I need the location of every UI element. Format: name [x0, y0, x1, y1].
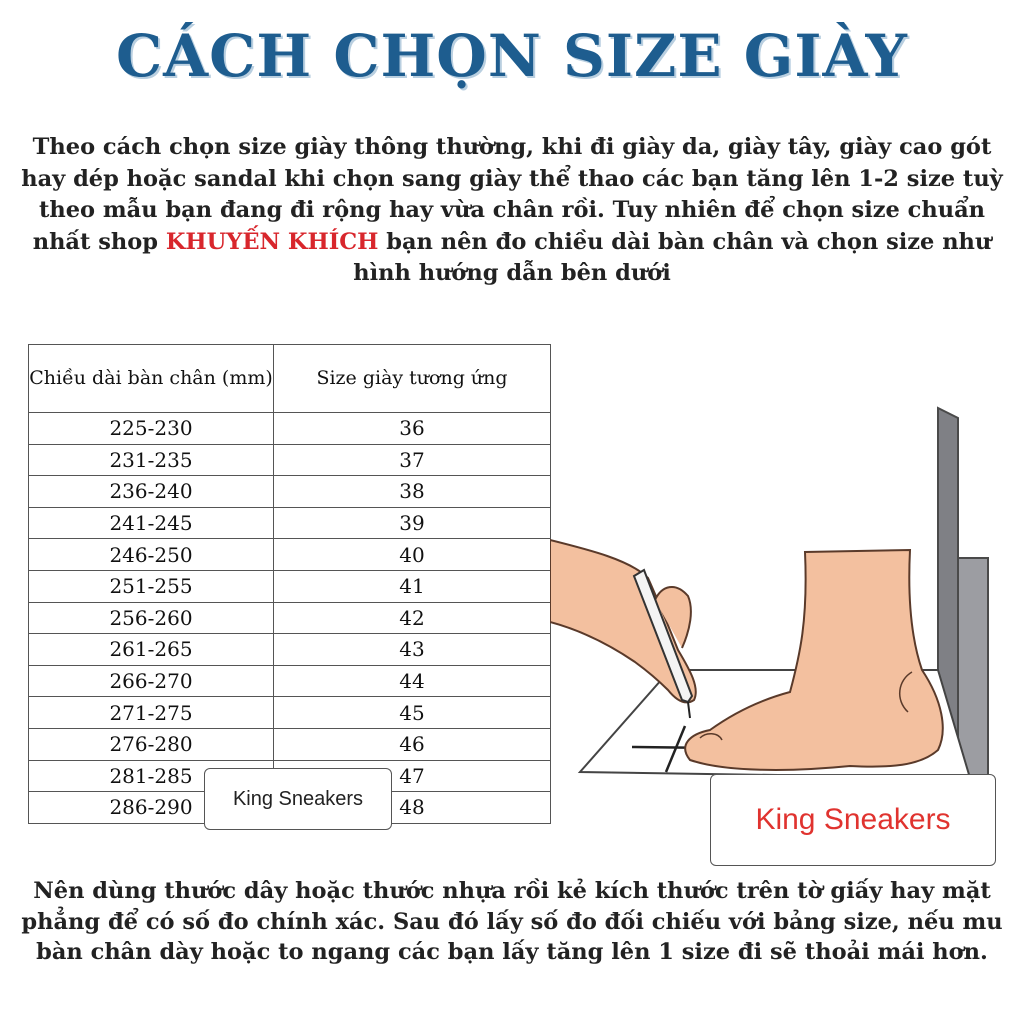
table-row: [29, 539, 551, 571]
shoe-size-cell: 44: [274, 665, 551, 697]
intro-paragraph: [20, 132, 1004, 290]
header-shoe-size: Size giày tương ứng: [274, 345, 551, 413]
wall-front: [958, 558, 988, 780]
shoe-size-cell: 47: [274, 760, 551, 792]
shoe-size-cell: 43: [274, 634, 551, 666]
shoe-size-cell: 48: [274, 792, 551, 824]
table-row: [29, 413, 551, 445]
table-row: [29, 665, 551, 697]
foot-length-cell: 276-280: [29, 728, 274, 760]
shoe-size-cell: 36: [274, 413, 551, 445]
foot-length-cell: 246-250: [29, 539, 274, 571]
table-row: [29, 634, 551, 666]
size-table: [28, 344, 551, 824]
shoe-size-cell: 45: [274, 697, 551, 729]
foot-icon: [685, 550, 943, 770]
foot-length-cell: 225-230: [29, 413, 274, 445]
foot-length-cell: 281-285: [29, 760, 274, 792]
foot-length-cell: 241-245: [29, 507, 274, 539]
foot-measuring-illustration: [550, 400, 1024, 790]
intro-text-before: Theo cách chọn size giày thông thường, khi đi giày da, giày tây, giày cao gót hay dép hoặc sandal khi chọn sang giày thể thao các bạn tăng lên 1-2 size tuỳ theo mẫu bạn đang đi rộng hay vừa chân rồi. Tuy nhiên để chọn size chuẩn nhất shop: [21, 134, 1003, 255]
header-foot-length: Chiều dài bàn chân (mm): [29, 345, 274, 413]
intro-highlight: KHUYẾN KHÍCH: [165, 228, 379, 255]
shoe-size-cell: 40: [274, 539, 551, 571]
shoe-size-cell: 41: [274, 570, 551, 602]
table-row: [29, 728, 551, 760]
watermark-small: King Sneakers: [204, 768, 392, 830]
foot-length-cell: 271-275: [29, 697, 274, 729]
shoe-size-cell: 42: [274, 602, 551, 634]
shoe-size-cell: 37: [274, 444, 551, 476]
shoe-size-cell: 46: [274, 728, 551, 760]
table-row: [29, 444, 551, 476]
foot-length-cell: 261-265: [29, 634, 274, 666]
outro-paragraph: Nên dùng thước dây hoặc thước nhựa rồi kẻ kích thước trên tờ giấy hay mặt phẳng để có số đo chính xác. Sau đó lấy số đo đối chiếu với bảng size, nếu mu bàn chân dày hoặc to ngang các bạn lấy tăng lên 1 size đi sẽ thoải mái hơn.: [21, 878, 1003, 965]
page-title: CÁCH CHỌN SIZE GIÀY: [116, 22, 908, 90]
foot-length-cell: 236-240: [29, 476, 274, 508]
foot-length-cell: 286-290: [29, 792, 274, 824]
table-row: [29, 697, 551, 729]
table-row: [29, 570, 551, 602]
table-row: [29, 476, 551, 508]
table-row: [29, 507, 551, 539]
table-row: [29, 602, 551, 634]
size-table-header: [29, 345, 551, 413]
shoe-size-cell: 39: [274, 507, 551, 539]
foot-length-cell: 251-255: [29, 570, 274, 602]
foot-length-cell: 256-260: [29, 602, 274, 634]
foot-length-cell: 266-270: [29, 665, 274, 697]
shoe-size-cell: 38: [274, 476, 551, 508]
intro-text-after: bạn nên đo chiều dài bàn chân và chọn size như hình hướng dẫn bên dưới: [353, 228, 992, 286]
foot-length-cell: 231-235: [29, 444, 274, 476]
watermark-large: King Sneakers: [710, 774, 996, 866]
